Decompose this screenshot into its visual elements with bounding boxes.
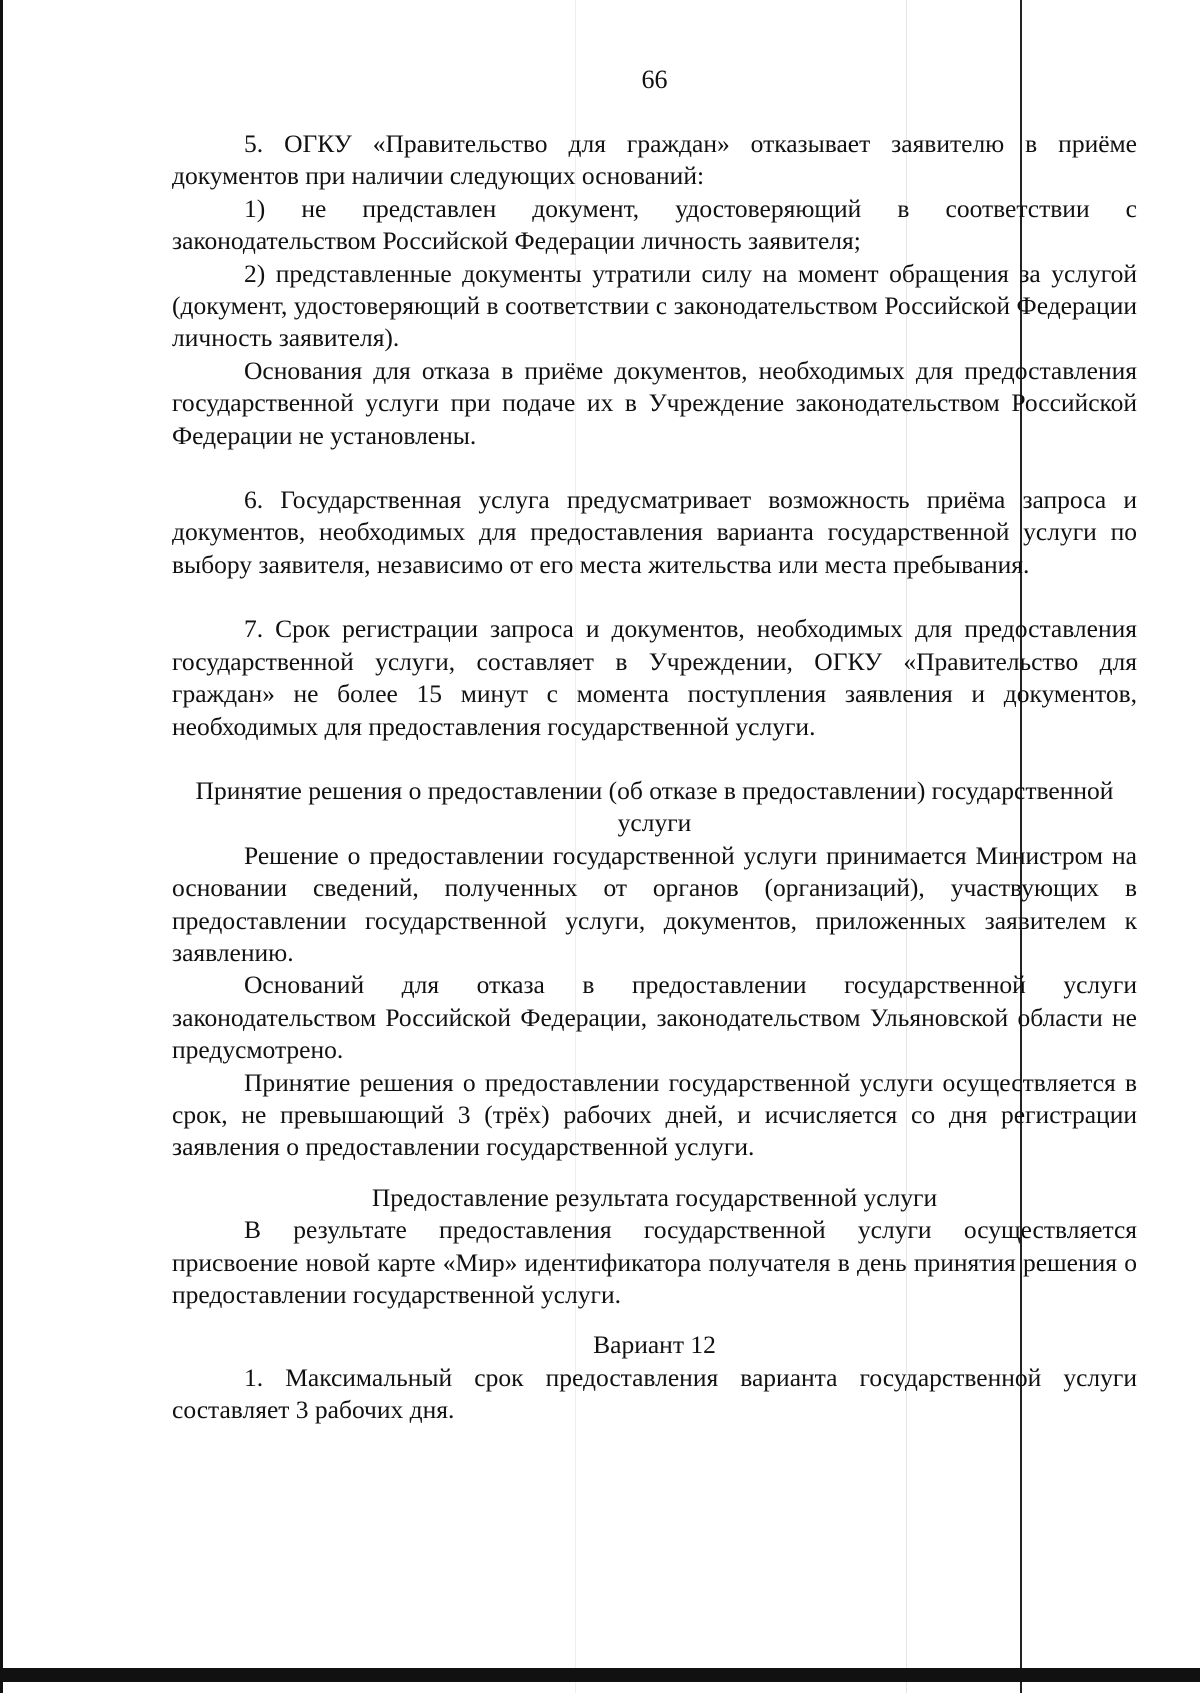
paragraph: Решение о предоставлении государственной услуги принимается Министром на основании сведений, полученных от органов (организаций), участвующих в предоставлении государственной услуги, документов, приложенных заявителем к заявлению. [172,840,1137,967]
paragraph: 5. ОГКУ «Правительство для граждан» отказывает заявителю в приёме документов при наличии следующих оснований: [172,129,1137,191]
paragraph: 7. Срок регистрации запроса и документов, необходимых для предоставления государственной услуги, составляет в Учреждении, ОГКУ «Правительство для граждан» не более 15 минут с момента поступления заявления и документов, необходимых для предоставления государственной услуги. [172,614,1137,741]
spacer [172,581,1137,613]
paragraph: 1. Максимальный срок предоставления варианта государственной услуги составляет 3 рабочих дня. [172,1362,1137,1425]
paragraph: Основания для отказа в приёме документов, необходимых для предоставления государственной услуги при подаче их в Учреждение законодательством Российской Федерации не установлены. [172,355,1137,450]
spacer [172,1311,1137,1329]
page-number: 66 [641,65,668,94]
spacer [172,452,1137,484]
section-heading: Предоставление результата государственной услуги [371,1182,938,1212]
scan-edge [0,0,3,1693]
paragraph: Оснований для отказа в предоставлении государственной услуги законодательством Российской Федерации, законодательством Ульяновской области не предусмотрено. [172,970,1137,1065]
paragraph: В результате предоставления государственной услуги осуществляется присвоение новой карте «Мир» идентификатора получателя в день принятия решения о предоставлении государственной услуги. [172,1215,1137,1309]
scan-bottom-edge [0,1668,1200,1682]
paragraph: Принятие решения о предоставлении государственной услуги осуществляется в срок, не превышающий 3 (трёх) рабочих дней, и исчисляется со дня регистрации заявления о предоставлении государственной услуги. [172,1067,1137,1162]
section-heading: Принятие решения о предоставлении (об отказе в предоставлении) государственной услуги [195,775,1114,838]
section-heading: Вариант 12 [593,1330,716,1360]
paragraph: 1) не представлен документ, удостоверяющий в соответствии с законодательством Российской Федерации личность заявителя; [172,193,1137,256]
paragraph: 6. Государственная услуга предусматривает возможность приёма запроса и документов, необходимых для предоставления варианта государственной услуги по выбору заявителя, независимо от его места жительства или места пребывания. [172,485,1137,579]
spacer [172,1164,1137,1182]
paragraph: 2) представленные документы утратили силу на момент обращения за услугой (документ, удостоверяющий в соответствии с законодательством Российской Федерации личность заявителя). [172,258,1137,353]
spacer [172,743,1137,775]
document-body [172,60,1137,1427]
